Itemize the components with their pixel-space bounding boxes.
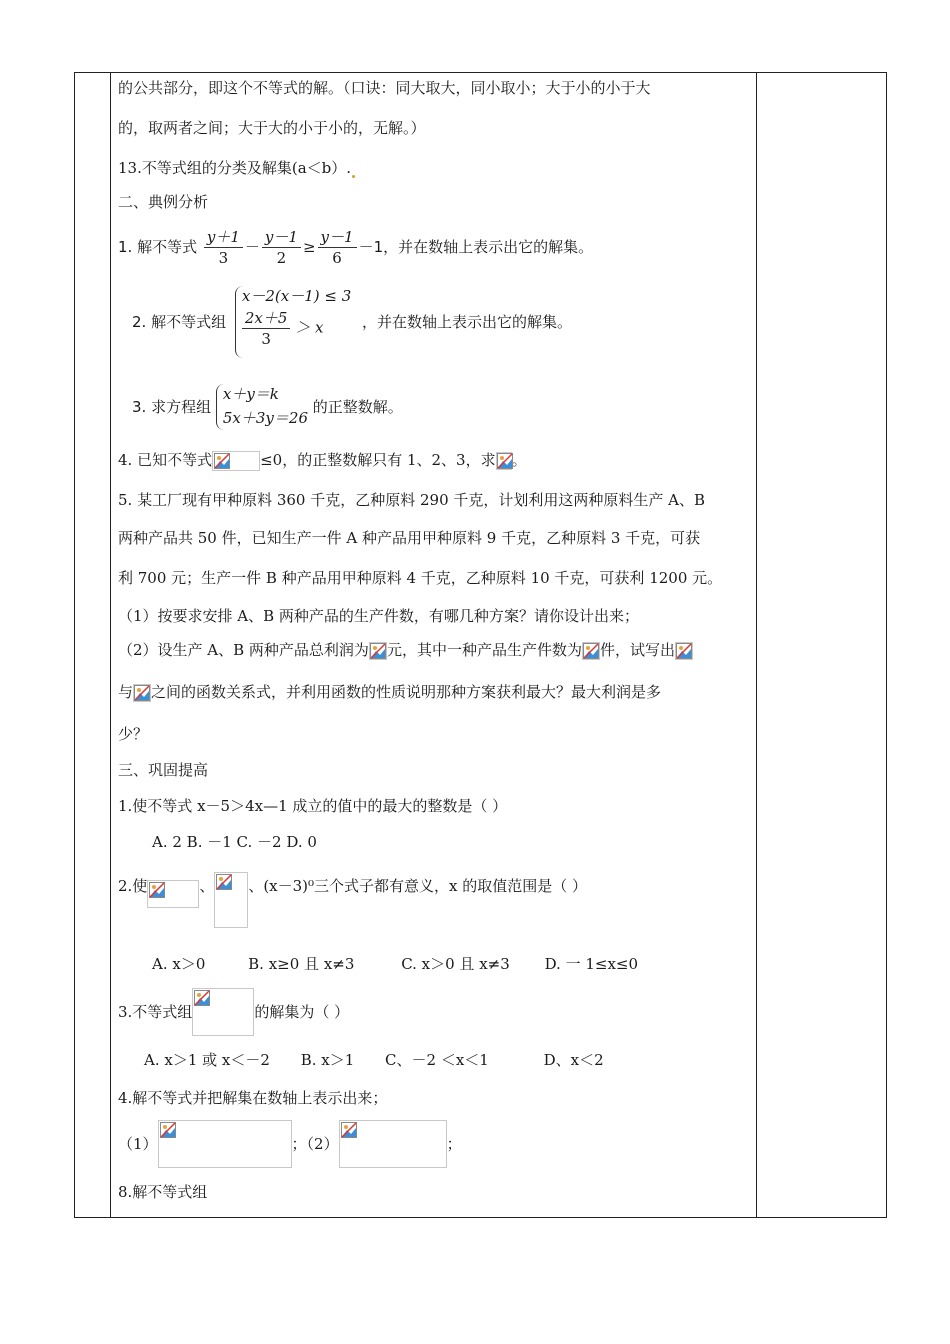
example-3-suffix: 的正整数解。 bbox=[312, 398, 403, 416]
q5-part-2: （2）设生产 A、B 两种产品总利润为 元，其中一种产品生产件数为 件，试写出 bbox=[118, 640, 693, 660]
example-3 bbox=[132, 384, 403, 430]
example-2-suffix: ，并在数轴上表示出它的解集。 bbox=[362, 313, 573, 331]
image-placeholder-icon bbox=[369, 642, 387, 660]
option-b: B. x≥0 且 x≠3 bbox=[248, 955, 355, 973]
example-1-tail: －1，并在数轴上表示出它的解集。 bbox=[358, 238, 594, 256]
equation-row-1: x＋y＝k bbox=[222, 385, 279, 403]
question-4 bbox=[118, 450, 527, 471]
option-d: D、x＜2 bbox=[543, 1051, 604, 1069]
geq-sign: ≥ bbox=[302, 238, 316, 256]
image-placeholder-icon bbox=[582, 642, 600, 660]
fraction-2: $\frac{y-1}{2}$ bbox=[262, 227, 301, 268]
s3-q4-stem: 4.解不等式并把解集在数轴上表示出来； bbox=[118, 1089, 388, 1107]
option-c: C. x＞0 且 x≠3 bbox=[401, 955, 510, 973]
section-2-heading: 二、典例分析 bbox=[118, 193, 209, 211]
image-placeholder-icon bbox=[496, 452, 512, 470]
q5-line-2: 两种产品共 50 件，已知生产一件 A 种产品用甲种原料 9 千克，乙种原料 3 千克，可获 bbox=[118, 529, 701, 547]
right-column-divider bbox=[756, 73, 757, 1217]
minus-sign: － bbox=[244, 238, 260, 256]
q5-line-3: 利 700 元；生产一件 B 种产品用甲种原料 4 千克，乙种原料 10 千克，可获利 1200 元。 bbox=[118, 569, 723, 587]
image-placeholder-icon bbox=[339, 1120, 447, 1168]
item-13 bbox=[118, 158, 356, 178]
q5-part-2-cont: 与 之间的函数关系式，并利用函数的性质说明那种方案获利最大？最大利润是多 bbox=[118, 683, 662, 701]
image-placeholder-icon bbox=[133, 684, 151, 702]
option-a: A. x＞0 bbox=[152, 955, 206, 973]
s3-q3-options bbox=[144, 1050, 604, 1070]
q4-text-a: 4. 已知不等式 bbox=[118, 451, 213, 469]
image-placeholder-icon bbox=[214, 872, 248, 928]
q4-text-b: ≤0，的正整数解只有 1、2、3，求 bbox=[260, 451, 496, 469]
system-row-2: $\frac{2x+5}{3}$ ＞ x bbox=[242, 308, 351, 349]
q4-text-c: 。 bbox=[511, 451, 527, 469]
left-column-divider bbox=[110, 73, 111, 1217]
q5-part-2-end: 少？ bbox=[118, 725, 149, 743]
s3-q8-stem: 8.解不等式组 bbox=[118, 1183, 208, 1201]
image-placeholder-icon bbox=[192, 988, 254, 1036]
fraction-3: $\frac{y-1}{6}$ bbox=[318, 227, 357, 268]
s3-q1-options: A. 2 B. －1 C. －2 D. 0 bbox=[152, 833, 317, 851]
s3-q3-stem: 3.不等式组 的解集为（ ） bbox=[118, 986, 349, 1037]
option-b: B. x＞1 bbox=[300, 1051, 355, 1069]
example-3-prefix: 3. 求方程组 bbox=[132, 398, 212, 416]
fraction-1: $\frac{y+1}{3}$ bbox=[204, 227, 243, 268]
equation-system-brace bbox=[216, 384, 308, 430]
s3-q4-parts: （1） ；（2） ； bbox=[118, 1118, 462, 1169]
option-d: D. 一 1≤x≤0 bbox=[544, 955, 639, 973]
example-2-prefix: 2. 解不等式组 bbox=[132, 313, 227, 331]
equation-row-2: 5x＋3y＝26 bbox=[222, 409, 308, 427]
example-1 bbox=[118, 227, 593, 268]
s3-q1-stem: 1.使不等式 x－5＞4x—1 成立的值中的最大的整数是（ ） bbox=[118, 797, 508, 815]
q5-part-1: （1）按要求安排 A、B 两种产品的生产件数，有哪几种方案？请你设计出来； bbox=[118, 607, 639, 625]
inequality-system-brace bbox=[235, 286, 351, 358]
option-c: C、－2 ＜x＜1 bbox=[385, 1051, 489, 1069]
intro-line-1: 的公共部分，即这个不等式的解。（口诀：同大取大，同小取小；大于小的小于大 bbox=[118, 79, 651, 97]
option-a: A. x＞1 或 x＜－2 bbox=[144, 1051, 270, 1069]
example-2 bbox=[132, 286, 572, 358]
image-placeholder-icon bbox=[147, 880, 199, 908]
s3-q2-options bbox=[152, 954, 638, 974]
image-placeholder-icon bbox=[158, 1120, 292, 1168]
example-1-prefix: 1. 解不等式 bbox=[118, 238, 198, 256]
section-3-heading: 三、巩固提高 bbox=[118, 761, 209, 779]
intro-line-2: 的，取两者之间；大于大的小于小的，无解。） bbox=[118, 119, 426, 137]
image-placeholder-icon bbox=[212, 451, 260, 471]
image-placeholder-icon bbox=[675, 642, 693, 660]
q5-line-1: 5. 某工厂现有甲种原料 360 千克，乙种原料 290 千克，计划利用这两种原料生产 A、B bbox=[118, 491, 706, 509]
item-13-text: 13.不等式组的分类及解集(a＜b）. bbox=[118, 159, 352, 177]
s3-q2-stem: 2.使 、 、(x－3)⁰三个式子都有意义，x 的取值范围是（ ） bbox=[118, 872, 587, 928]
system-row-1: x－2(x－1) ≤ 3 bbox=[241, 287, 352, 305]
